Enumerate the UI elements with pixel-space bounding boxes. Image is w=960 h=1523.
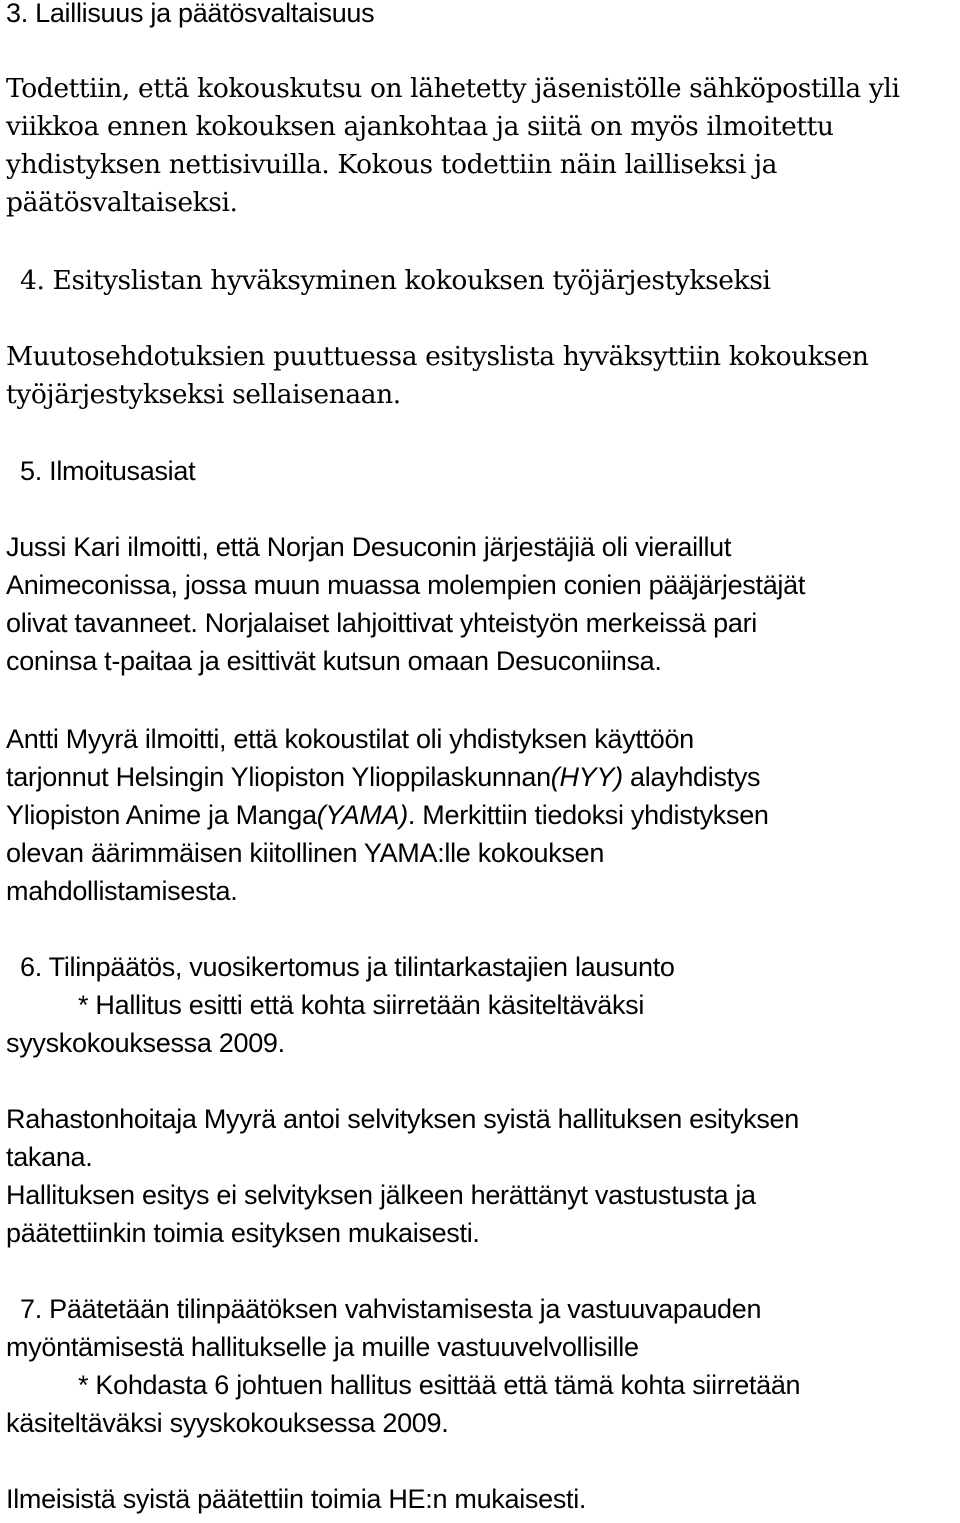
section-6-line-2: takana.	[6, 1142, 93, 1172]
section-3-line-4: päätösvaltaiseksi.	[6, 187, 238, 218]
section-5-p2-line-3	[6, 796, 769, 834]
section-5-p2-line-2-b: (HYY)	[550, 762, 623, 792]
section-3-line-2: viikkoa ennen kokouksen ajankohtaa ja siitä on myös ilmoitettu	[6, 111, 834, 142]
section-4-line-2: työjärjestykseksi sellaisenaan.	[6, 379, 401, 410]
section-3-line-1: Todettiin, että kokouskutsu on lähetetty jäsenistölle sähköpostilla yli	[6, 73, 900, 104]
section-4-heading: 4. Esityslistan hyväksyminen kokouksen työjärjestykseksi	[20, 265, 771, 296]
section-5-heading: 5. Ilmoitusasiat	[20, 456, 196, 486]
section-7-heading-line-2: myöntämisestä hallitukselle ja muille vastuuvelvollisille	[6, 1332, 639, 1362]
section-5-p2-line-5: mahdollistamisesta.	[6, 876, 238, 906]
section-3-line-3: yhdistyksen nettisivuilla. Kokous todettiin näin lailliseksi ja	[6, 149, 778, 180]
section-5-p2-line-2	[6, 758, 760, 796]
section-5-p2-line-3-c: . Merkittiin tiedoksi yhdistyksen	[407, 800, 769, 830]
section-4-line-1: Muutosehdotuksien puuttuessa esityslista hyväksyttiin kokouksen	[6, 341, 869, 372]
section-6-heading: 6. Tilinpäätös, vuosikertomus ja tilintarkastajien lausunto	[20, 952, 675, 982]
section-5-p2-line-2-a: tarjonnut Helsingin Yliopiston Ylioppilaskunnan	[6, 762, 551, 792]
section-7-note-line-2: käsiteltäväksi syyskokouksessa 2009.	[6, 1408, 449, 1438]
section-5-p2-line-1: Antti Myyrä ilmoitti, että kokoustilat oli yhdistyksen käyttöön	[6, 724, 694, 754]
section-5-p2-line-2-c: alayhdistys	[622, 762, 761, 792]
section-6-line-4: päätettiinkin toimia esityksen mukaisesti.	[6, 1218, 480, 1248]
section-7-note-line-1: * Kohdasta 6 johtuen hallitus esittää että tämä kohta siirretään	[78, 1370, 801, 1400]
section-6-line-1: Rahastonhoitaja Myyrä antoi selvityksen syistä hallituksen esityksen	[6, 1104, 799, 1134]
section-5-p1-line-1: Jussi Kari ilmoitti, että Norjan Desuconin järjestäjiä oli vieraillut	[6, 532, 732, 562]
section-5-p2-line-4: olevan äärimmäisen kiitollinen YAMA:lle kokouksen	[6, 838, 605, 868]
section-3-heading: 3. Laillisuus ja päätösvaltaisuus	[6, 0, 375, 28]
section-5-p2-line-3-a: Yliopiston Anime ja Manga	[6, 800, 317, 830]
section-6-note-line-1: * Hallitus esitti että kohta siirretään käsiteltäväksi	[78, 990, 645, 1020]
section-5-p1-line-2: Animeconissa, jossa muun muassa molempien conien pääjärjestäjät	[6, 570, 806, 600]
section-6-note-line-2: syyskokouksessa 2009.	[6, 1028, 285, 1058]
section-5-p1-line-3: olivat tavanneet. Norjalaiset lahjoittivat yhteistyön merkeissä pari	[6, 608, 757, 638]
section-7-line-1: Ilmeisistä syistä päätettiin toimia HE:n mukaisesti.	[6, 1484, 587, 1514]
section-5-p2-line-3-b: (YAMA)	[316, 800, 408, 830]
section-7-heading-line-1: 7. Päätetään tilinpäätöksen vahvistamisesta ja vastuuvapauden	[20, 1294, 762, 1324]
section-6-line-3: Hallituksen esitys ei selvityksen jälkeen herättänyt vastustusta ja	[6, 1180, 756, 1210]
section-5-p1-line-4: coninsa t-paitaa ja esittivät kutsun omaan Desuconiinsa.	[6, 646, 662, 676]
